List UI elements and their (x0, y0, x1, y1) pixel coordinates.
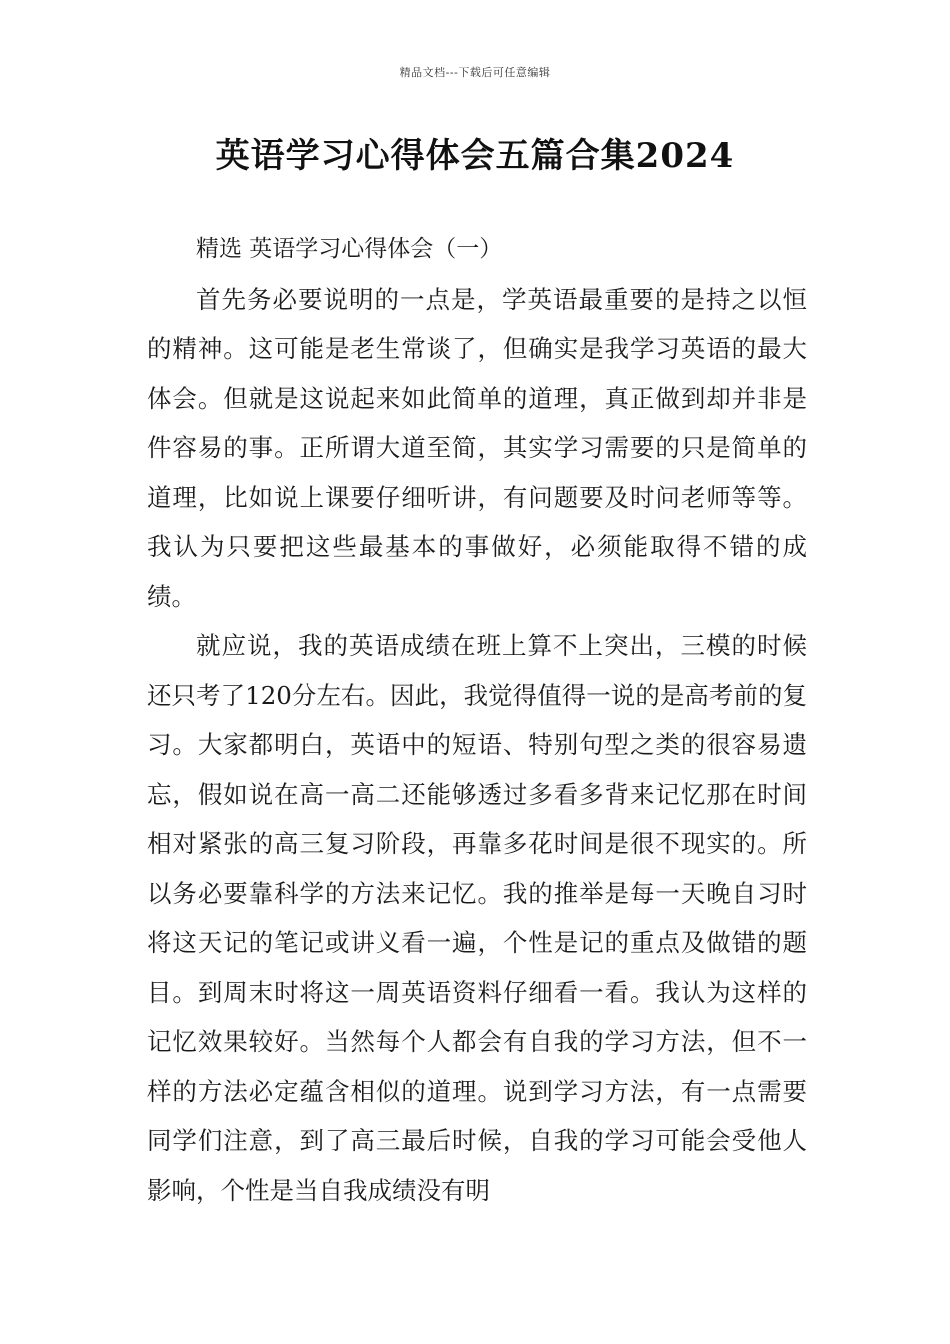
document-title: 英语学习心得体会五篇合集2024 (215, 136, 735, 176)
paragraph-2: 就应说，我的英语成绩在班上算不上突出，三模的时候还只考了120分左右。因此，我觉得值得一说的是高考前的复习。大家都明白，英语中的短语、特别句型之类的很容易遗忘，假如说在高一高二还能够透过多看多背来记忆那在时间相对紧张的高三复习阶段，再靠多花时间是很不现实的。所以务必要靠科学的方法来记忆。我的推举是每一天晚自习时将这天记的笔记或讲义看一遍，个性是记的重点及做错的题目。到周末时将这一周英语资料仔细看一看。我认为这样的记忆效果较好。当然每个人都会有自我的学习方法，但不一样的方法必定蕴含相似的道理。说到学习方法，有一点需要同学们注意，到了高三最后时候，自我的学习可能会受他人影响，个性是当自我成绩没有明 (147, 631, 807, 1205)
header-note: 精品文档---下载后可任意编辑 (399, 66, 551, 79)
section-heading: 精选 英语学习心得体会（一） (196, 236, 503, 262)
paragraph-1: 首先务必要说明的一点是，学英语最重要的是持之以恒的精神。这可能是老生常谈了，但确实是我学习英语的最大体会。但就是这说起来如此简单的道理，真正做到却并非是件容易的事。正所谓大道至简，其实学习需要的只是简单的道理，比如说上课要仔细听讲，有问题要及时问老师等等。我认为只要把这些最基本的事做好，必须能取得不错的成绩。 (147, 284, 807, 611)
document-body (147, 225, 807, 1215)
